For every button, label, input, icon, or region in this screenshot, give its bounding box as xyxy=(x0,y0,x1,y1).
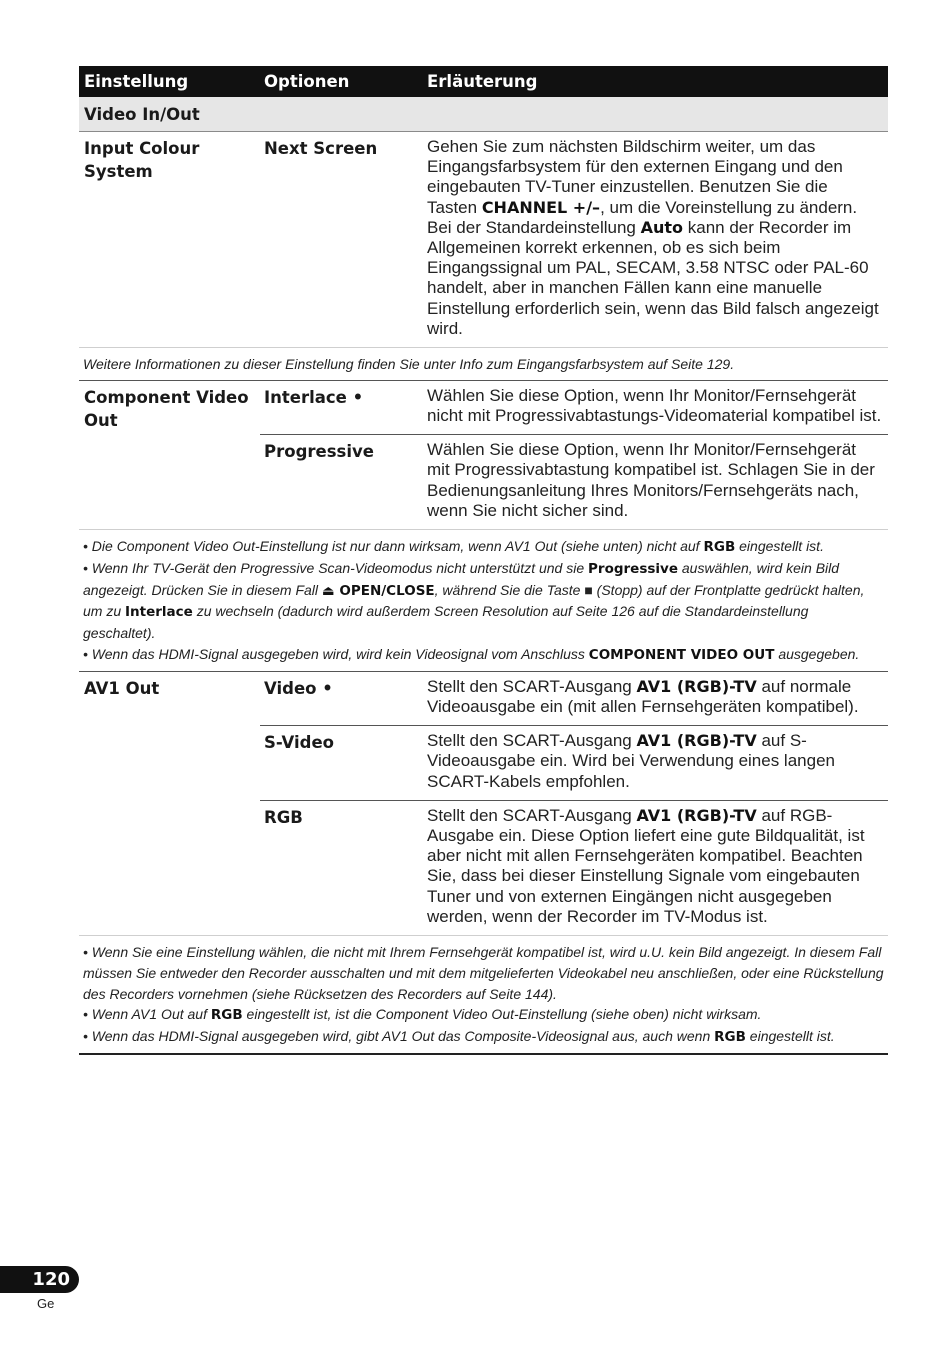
option-row xyxy=(260,381,888,434)
option-row xyxy=(260,800,888,935)
option-name: RGB xyxy=(264,807,303,827)
setting-input-colour-system xyxy=(79,132,888,347)
option-description: Stellt den SCART-Ausgang AV1 (RGB)-TV auf S-Videoausgabe ein. Wird bei Verwendung eines langen SCART-Kabels empfohlen. xyxy=(427,731,835,791)
option-row xyxy=(260,672,888,725)
setting-note xyxy=(79,529,888,671)
option-name: Progressive xyxy=(264,442,374,462)
header-einstellung: Einstellung xyxy=(84,72,189,91)
section-title: Video In/Out xyxy=(79,97,888,132)
option-name: Next Screen xyxy=(264,139,378,158)
option-row xyxy=(260,725,888,800)
option-description: Gehen Sie zum nächsten Bildschirm weiter, um das Eingangsfarbsystem für den externen Eingang und den eingebauten TV-Tuner einzustellen. Benutzen Sie die Tasten CHANNEL +/–, um die Voreinstellung zu ändern. Bei der Standardeinstellung Auto kann der Recorder im Allgemeinen korrekt erkennen, ob es sich beim Eingangssignal um PAL, SECAM, 3.58 NTSC oder PAL-60 handelt, aber in manchen Fällen kann eine manuelle Einstellung erforderlich sein, wenn das Bild falsch angezeigt wird. xyxy=(427,137,879,338)
language-code: Ge xyxy=(37,1296,55,1311)
option-description: Stellt den SCART-Ausgang AV1 (RGB)-TV auf normale Videoausgabe ein (mit allen Fernsehgeräten kompatibel). xyxy=(427,676,859,717)
page-number: 120 xyxy=(0,1266,79,1293)
note-item: • Wenn AV1 Out auf RGB eingestellt ist, ist die Component Video Out-Einstellung (siehe oben) nicht wirksam. xyxy=(83,1006,762,1024)
note-item: • Wenn Ihr TV-Gerät den Progressive Scan-Videomodus nicht unterstützt und sie Progressive auswählen, wird kein Bild angezeigt. Drücken Sie in diesem Fall ⏏ OPEN/CLOSE, während Sie die Taste ■ (Stopp) auf der Frontplatte gedrückt halten, um zu Interlace zu wechseln (dadurch wird außerdem Screen Resolution auf Seite 126 auf die Standardeinstellung geschaltet). xyxy=(83,559,865,642)
table-end-rule xyxy=(79,1053,888,1055)
header-optionen: Optionen xyxy=(264,72,350,91)
eject-icon: ⏏ OPEN/CLOSE xyxy=(321,582,435,599)
setting-component-video-out xyxy=(79,380,888,529)
header-erlaeuterung: Erläuterung xyxy=(427,72,538,91)
note-item: • Wenn das HDMI-Signal ausgegeben wird, gibt AV1 Out das Composite-Videosignal aus, auch wenn RGB eingestellt ist. xyxy=(83,1028,835,1046)
option-name: Video • xyxy=(264,678,333,698)
note-item: • Wenn Sie eine Einstellung wählen, die nicht mit Ihrem Fernsehgerät kompatibel ist, wird u.U. kein Bild angezeigt. In diesem Fall müssen Sie entweder den Recorder ausschalten und mit dem mitgelieferten Videokabel neu anschließen, oder eine Rückstellung des Recorders vornehmen (siehe Rücksetzen des Recorders auf Seite 144). xyxy=(83,944,884,1002)
setting-note xyxy=(79,935,888,1053)
option-description: Wählen Sie diese Option, wenn Ihr Monitor/Fernsehgerät nicht mit Progressivabtastungs-Videomaterial kompatibel ist. xyxy=(427,385,882,426)
option-name: Interlace • xyxy=(264,387,364,407)
option-row xyxy=(260,434,888,529)
option-name: S-Video xyxy=(264,733,335,753)
settings-table xyxy=(79,66,888,1055)
setting-av1-out xyxy=(79,671,888,935)
setting-note: Weitere Informationen zu dieser Einstellung finden Sie unter Info zum Eingangsfarbsystem auf Seite 129. xyxy=(79,347,888,380)
table-header xyxy=(79,66,888,97)
note-item: • Wenn das HDMI-Signal ausgegeben wird, wird kein Videosignal vom Anschluss COMPONENT VIDEO OUT ausgegeben. xyxy=(83,646,860,664)
setting-label: AV1 Out xyxy=(84,678,160,698)
setting-label: Input Colour System xyxy=(84,139,200,181)
option-description: Stellt den SCART-Ausgang AV1 (RGB)-TV auf RGB-Ausgabe ein. Diese Option liefert eine gute Bildqualität, ist aber nicht mit allen Fernsehgeräten kompatibel. Beachten Sie, dass bei dieser Einstellung Signale vom eingebauten Tuner und von externen Eingängen nicht ausgegeben werden, wenn der Recorder im TV-Modus ist. xyxy=(427,805,865,926)
option-row xyxy=(260,132,888,347)
option-description: Wählen Sie diese Option, wenn Ihr Monitor/Fernsehgerät mit Progressivabtastung kompatibel ist. Schlagen Sie in der Bedienungsanleitung Ihres Monitors/Fernsehgeräts nach, wenn Sie nicht sicher sind. xyxy=(427,440,875,520)
setting-label: Component Video Out xyxy=(84,387,249,430)
note-item: • Die Component Video Out-Einstellung ist nur dann wirksam, wenn AV1 Out (siehe unten) nicht auf RGB eingestellt ist. xyxy=(83,538,824,556)
